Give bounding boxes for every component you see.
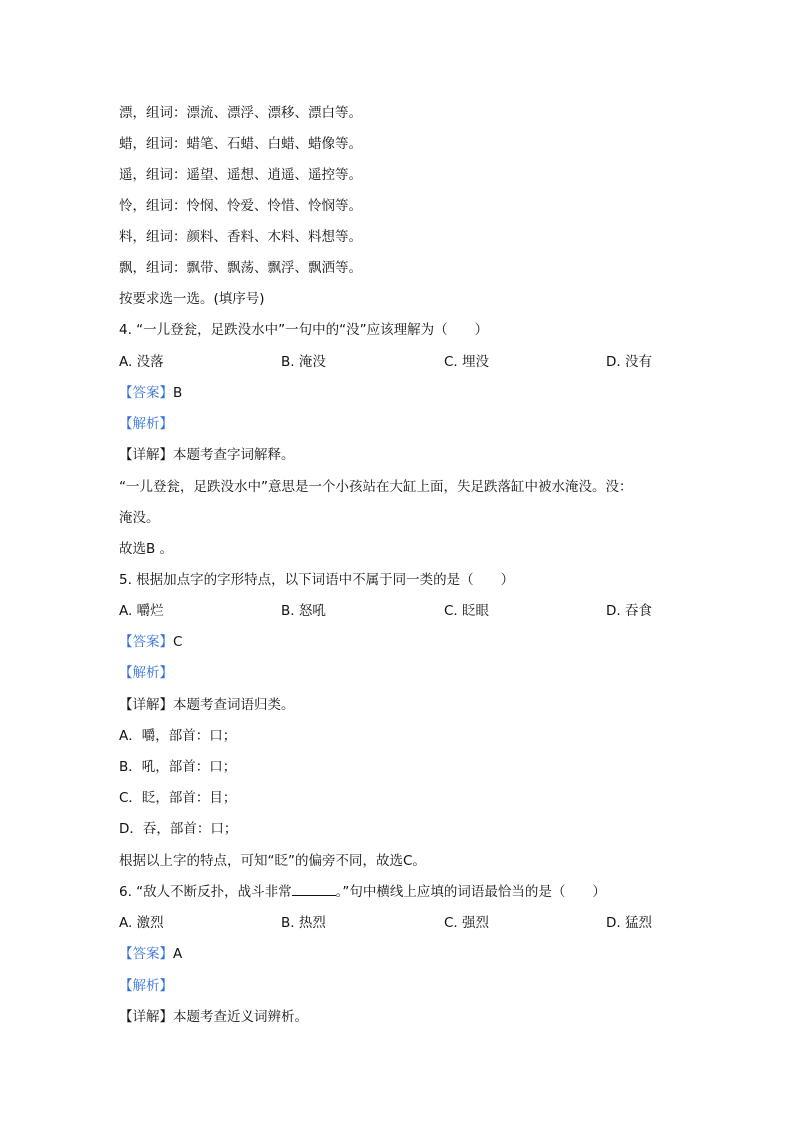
fill-in-blank <box>292 883 336 896</box>
answer-tag: 【答案】 <box>119 634 173 650</box>
vocab-line-3: 遥，组词：遥望、遥想、逍遥、遥控等。 <box>119 167 362 183</box>
q4-option-a: A. 没落 <box>119 354 164 370</box>
detail-text: 本题考查字词解释。 <box>173 447 295 463</box>
q5-option-a: A. 嚼烂 <box>119 603 164 619</box>
vocab-line-4: 怜，组词：怜悯、怜爱、怜惜、怜悯等。 <box>119 198 362 214</box>
analysis-tag: 【解析】 <box>119 978 173 994</box>
q6-option-a: A. 激烈 <box>119 915 164 931</box>
detail-tag: 【详解】 <box>119 697 173 713</box>
vocab-line-6: 飘，组词：飘带、飘荡、飘浮、飘洒等。 <box>119 260 362 276</box>
q4-stem: 4. “一儿登瓮，足跌没水中”一句中的“没”应该理解为（ ） <box>119 322 489 338</box>
q5-conclusion: 根据以上字的特点，可知“眨”的偏旁不同，故选C。 <box>119 853 426 869</box>
q4-analysis-heading <box>119 415 173 433</box>
answer-tag: 【答案】 <box>119 946 173 962</box>
q5-option-c: C. 眨眼 <box>444 603 490 619</box>
detail-text: 本题考查词语归类。 <box>173 697 295 713</box>
vocab-line-5: 料，组词：颜料、香料、木料、料想等。 <box>119 229 362 245</box>
q5-point-b: B．吼，部首：口； <box>119 759 237 775</box>
q5-options <box>119 602 679 620</box>
q6-analysis-heading <box>119 977 173 995</box>
q4-options <box>119 353 679 371</box>
q5-point-a: A．嚼，部首：口； <box>119 728 237 744</box>
q6-detail <box>119 1008 308 1026</box>
detail-tag: 【详解】 <box>119 1009 173 1025</box>
q5-point-d: D．吞，部首：口； <box>119 821 238 837</box>
analysis-tag: 【解析】 <box>119 416 173 432</box>
q4-conclusion: 故选B 。 <box>119 541 174 557</box>
q6-stem-before: 6. “敌人不断反扑，战斗非常 <box>119 884 292 900</box>
q5-point-c: C．眨，部首：目； <box>119 790 237 806</box>
detail-tag: 【详解】 <box>119 447 173 463</box>
q4-option-d: D. 没有 <box>606 354 652 370</box>
q4-detail <box>119 446 295 464</box>
q4-option-c: C. 埋没 <box>444 354 490 370</box>
section-instruction: 按要求选一选。(填序号) <box>119 291 265 307</box>
q6-option-d: D. 猛烈 <box>606 915 652 931</box>
q4-option-b: B. 淹没 <box>281 354 326 370</box>
q6-options <box>119 914 679 932</box>
q4-answer <box>119 384 182 402</box>
q5-answer <box>119 633 182 651</box>
detail-text: 本题考查近义词辨析。 <box>173 1009 308 1025</box>
q6-stem <box>119 883 606 901</box>
q6-option-b: B. 热烈 <box>281 915 326 931</box>
q6-stem-after: 。”句中横线上应填的词语最恰当的是（ ） <box>335 884 606 900</box>
q6-option-c: C. 强烈 <box>444 915 490 931</box>
q5-option-d: D. 吞食 <box>606 603 652 619</box>
q5-stem: 5. 根据加点字的字形特点，以下词语中不属于同一类的是（ ） <box>119 572 515 588</box>
q5-detail <box>119 696 295 714</box>
q4-explanation-line-2: 淹没。 <box>119 510 160 526</box>
vocab-line-2: 蜡，组词：蜡笔、石蜡、白蜡、蜡像等。 <box>119 136 362 152</box>
answer-tag: 【答案】 <box>119 385 173 401</box>
answer-value: A <box>173 946 183 962</box>
vocab-line-1: 漂，组词：漂流、漂浮、漂移、漂白等。 <box>119 105 362 121</box>
q4-explanation-line-1: “一儿登瓮，足跌没水中”意思是一个小孩站在大缸上面，失足跌落缸中被水淹没。没： <box>119 479 633 495</box>
answer-value: B <box>173 385 183 401</box>
answer-value: C <box>173 634 183 650</box>
analysis-tag: 【解析】 <box>119 665 173 681</box>
q5-analysis-heading <box>119 664 173 682</box>
q6-answer <box>119 945 182 963</box>
q5-option-b: B. 怒吼 <box>281 603 326 619</box>
